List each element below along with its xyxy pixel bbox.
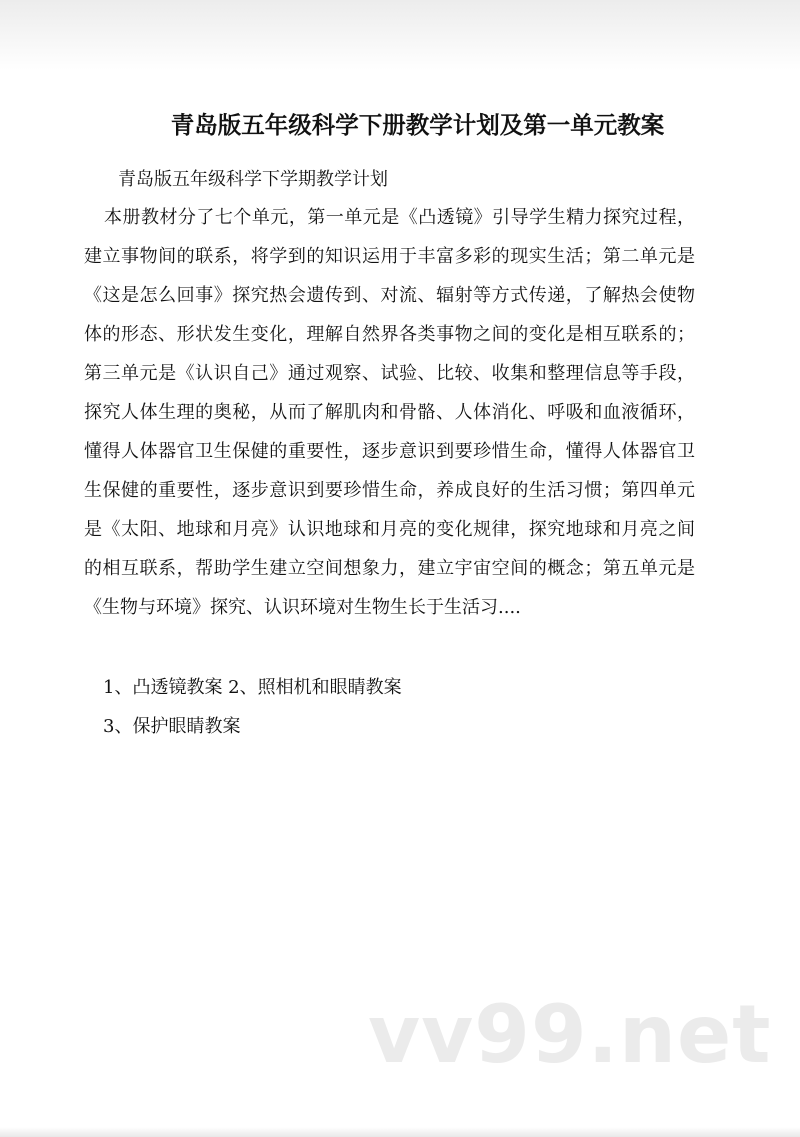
body-line: 生保健的重要性，逐步意识到要珍惜生命，养成良好的生活习惯；第四单元 bbox=[84, 480, 695, 501]
page-bottom-edge bbox=[0, 1127, 800, 1137]
body-line: 探究人体生理的奥秘，从而了解肌肉和骨骼、人体消化、呼吸和血液循环， bbox=[84, 402, 695, 423]
body-line: 懂得人体器官卫生保健的重要性，逐步意识到要珍惜生命，懂得人体器官卫 bbox=[84, 441, 695, 462]
body-line: 体的形态、形状发生变化，理解自然界各类事物之间的变化是相互联系的； bbox=[84, 324, 695, 345]
body-line: 本册教材分了七个单元，第一单元是《凸透镜》引导学生精力探究过程， bbox=[104, 207, 695, 228]
body-line: 建立事物间的联系，将学到的知识运用于丰富多彩的现实生活；第二单元是 bbox=[84, 246, 695, 267]
body-line: 的相互联系，帮助学生建立空间想象力，建立宇宙空间的概念；第五单元是 bbox=[84, 558, 695, 579]
plan-subtitle: 青岛版五年级科学下学期教学计划 bbox=[118, 169, 388, 190]
document-title: 青岛版五年级科学下册教学计划及第一单元教案 bbox=[170, 110, 665, 139]
body-line: 《生物与环境》探究、认识环境对生物生长于生活习.... bbox=[84, 597, 521, 618]
body-line: 《这是怎么回事》探究热会遗传到、对流、辐射等方式传递，了解热会使物 bbox=[84, 285, 695, 306]
body-paragraph bbox=[84, 198, 695, 627]
body-line: 是《太阳、地球和月亮》认识地球和月亮的变化规律，探究地球和月亮之间 bbox=[84, 519, 695, 540]
page-top-shadow bbox=[0, 0, 800, 70]
lesson-list-item: 1、凸透镜教案 2、照相机和眼睛教案 bbox=[103, 677, 402, 698]
body-line: 第三单元是《认识自己》通过观察、试验、比较、收集和整理信息等手段， bbox=[84, 363, 695, 384]
lesson-list-item: 3、保护眼睛教案 bbox=[103, 716, 241, 737]
watermark-text: vv99.net bbox=[368, 988, 772, 1081]
